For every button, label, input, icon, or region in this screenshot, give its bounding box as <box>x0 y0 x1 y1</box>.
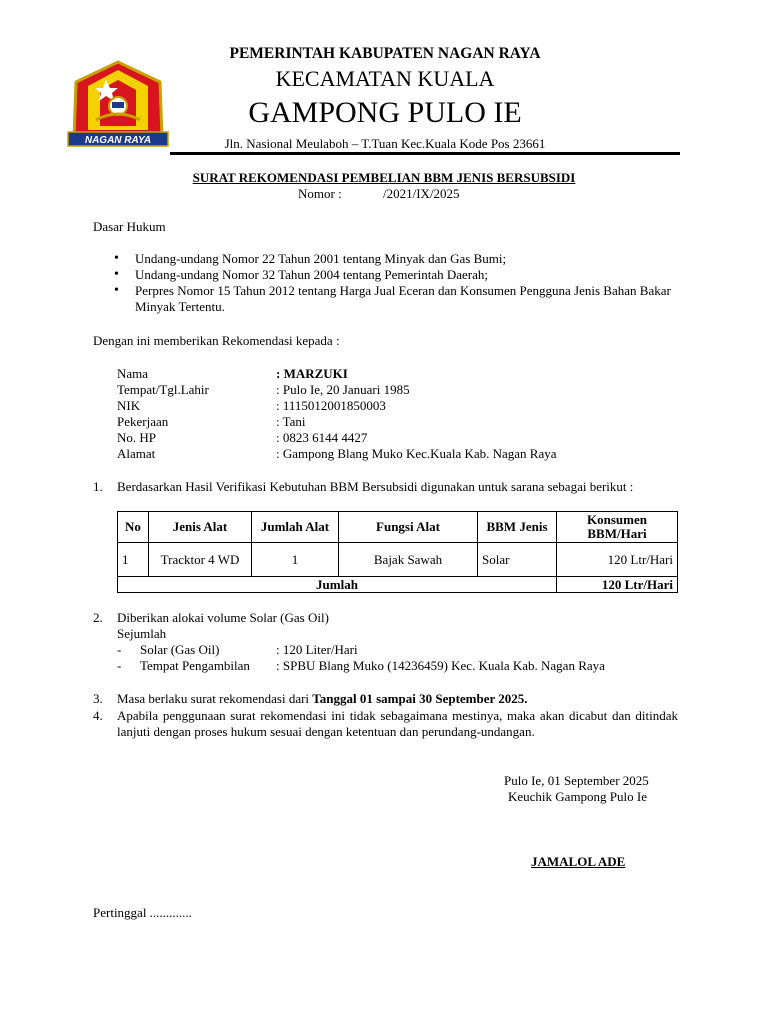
table-cell: Bajak Sawah <box>339 543 478 577</box>
field-label: Pekerjaan <box>117 414 169 429</box>
table-header: Jumlah Alat <box>252 512 339 543</box>
table-total-row <box>118 577 678 593</box>
table-header: Jenis Alat <box>149 512 252 543</box>
allocation-fuel-value: : 120 Liter/Hari <box>276 642 358 657</box>
allocation-place-label: Tempat Pengambilan <box>140 658 250 673</box>
point-number: 3. <box>93 691 103 706</box>
table-header: Fungsi Alat <box>339 512 478 543</box>
point3-text-bold: Tanggal 01 sampai 30 September 2025. <box>312 691 528 706</box>
point4-text: Apabila penggunaan surat rekomendasi ini tidak sebagaimana mestinya, maka akan dicabut dan ditindak lanjuti dengan proses hukum sesuai dengan ketentuan dan perundang-undangan. <box>117 708 678 739</box>
point3-text <box>117 691 678 707</box>
table-total-value: 120 Ltr/Hari <box>557 577 678 593</box>
letter-number-label: Nomor : <box>298 186 342 201</box>
dash-marker: - <box>117 642 122 657</box>
header-village: GAMPONG PULO IE <box>248 96 522 129</box>
table-cell: Tracktor 4 WD <box>149 543 252 577</box>
recommendation-intro: Dengan ini memberikan Rekomendasi kepada : <box>93 333 340 348</box>
letter-title: SURAT REKOMENDASI PEMBELIAN BBM JENIS BERSUBSIDI <box>192 170 576 185</box>
table-total-label: Jumlah <box>118 577 557 593</box>
equipment-table <box>117 511 678 593</box>
list-item: • Perpres Nomor 15 Tahun 2012 tentang Harga Jual Eceran dan Konsumen Pengguna Jenis Bahan Bakar Minyak Tertentu. <box>109 283 679 315</box>
field-label: NIK <box>117 398 141 413</box>
header-government: PEMERINTAH KABUPATEN NAGAN RAYA <box>229 45 541 62</box>
field-label: Alamat <box>117 446 156 461</box>
list-item: • Undang-undang Nomor 32 Tahun 2004 tentang Pemerintah Daerah; <box>109 267 679 283</box>
point-number: 2. <box>93 610 103 625</box>
field-value: : 1115012001850003 <box>276 398 386 413</box>
point1-text: Berdasarkan Hasil Verifikasi Kebutuhan BBM Bersubsidi digunakan untuk sarana sebagai berikut : <box>117 479 634 494</box>
field-label: No. HP <box>117 430 157 445</box>
point-number: 1. <box>93 479 103 494</box>
point2-line2: Sejumlah <box>117 626 167 641</box>
field-value: : Pulo Ie, 20 Januari 1985 <box>276 382 410 397</box>
table-cell: 1 <box>118 543 149 577</box>
field-label: Nama <box>117 366 149 381</box>
header-address: Jln. Nasional Meulaboh – T.Tuan Kec.Kuala Kode Pos 23661 <box>224 136 546 151</box>
point2-line1: Diberikan alokai volume Solar (Gas Oil) <box>117 610 329 625</box>
field-label: Tempat/Tgl.Lahir <box>117 382 209 397</box>
allocation-fuel-label: Solar (Gas Oil) <box>140 642 220 657</box>
legal-basis-heading: Dasar Hukum <box>93 219 166 234</box>
signatory-name: JAMALOL ADE <box>531 854 626 869</box>
table-header: BBM Jenis <box>478 512 557 543</box>
letter-number-value: /2021/IX/2025 <box>383 186 460 201</box>
logo-text: NAGAN RAYA <box>84 135 152 146</box>
point-number: 4. <box>93 708 103 723</box>
table-header-row <box>118 512 678 543</box>
nagan-raya-logo <box>66 60 170 150</box>
table-header: Konsumen BBM/Hari <box>557 512 678 543</box>
field-value: : MARZUKI <box>276 366 348 381</box>
table-header: No <box>118 512 149 543</box>
table-row <box>118 543 678 577</box>
signature-place-date: Pulo Ie, 01 September 2025 <box>504 773 649 788</box>
allocation-place-value: : SPBU Blang Muko (14236459) Kec. Kuala Kab. Nagan Raya <box>276 658 605 673</box>
table-cell: Solar <box>478 543 557 577</box>
field-value: : Tani <box>276 414 306 429</box>
list-item: • Undang-undang Nomor 22 Tahun 2001 tentang Minyak dan Gas Bumi; <box>109 251 679 267</box>
archive-note: Pertinggal ............. <box>93 905 192 920</box>
dash-marker: - <box>117 658 122 673</box>
field-value: : 0823 6144 4427 <box>276 430 368 445</box>
field-value: : Gampong Blang Muko Kec.Kuala Kab. Nagan Raya <box>276 446 557 461</box>
point3-text-normal: Masa berlaku surat rekomendasi dari <box>117 691 313 706</box>
legal-basis-list <box>109 251 679 315</box>
header-district: KECAMATAN KUALA <box>275 66 495 91</box>
table-cell: 120 Ltr/Hari <box>557 543 678 577</box>
table-cell: 1 <box>252 543 339 577</box>
header-divider <box>170 152 680 155</box>
signature-position: Keuchik Gampong Pulo Ie <box>508 789 648 804</box>
